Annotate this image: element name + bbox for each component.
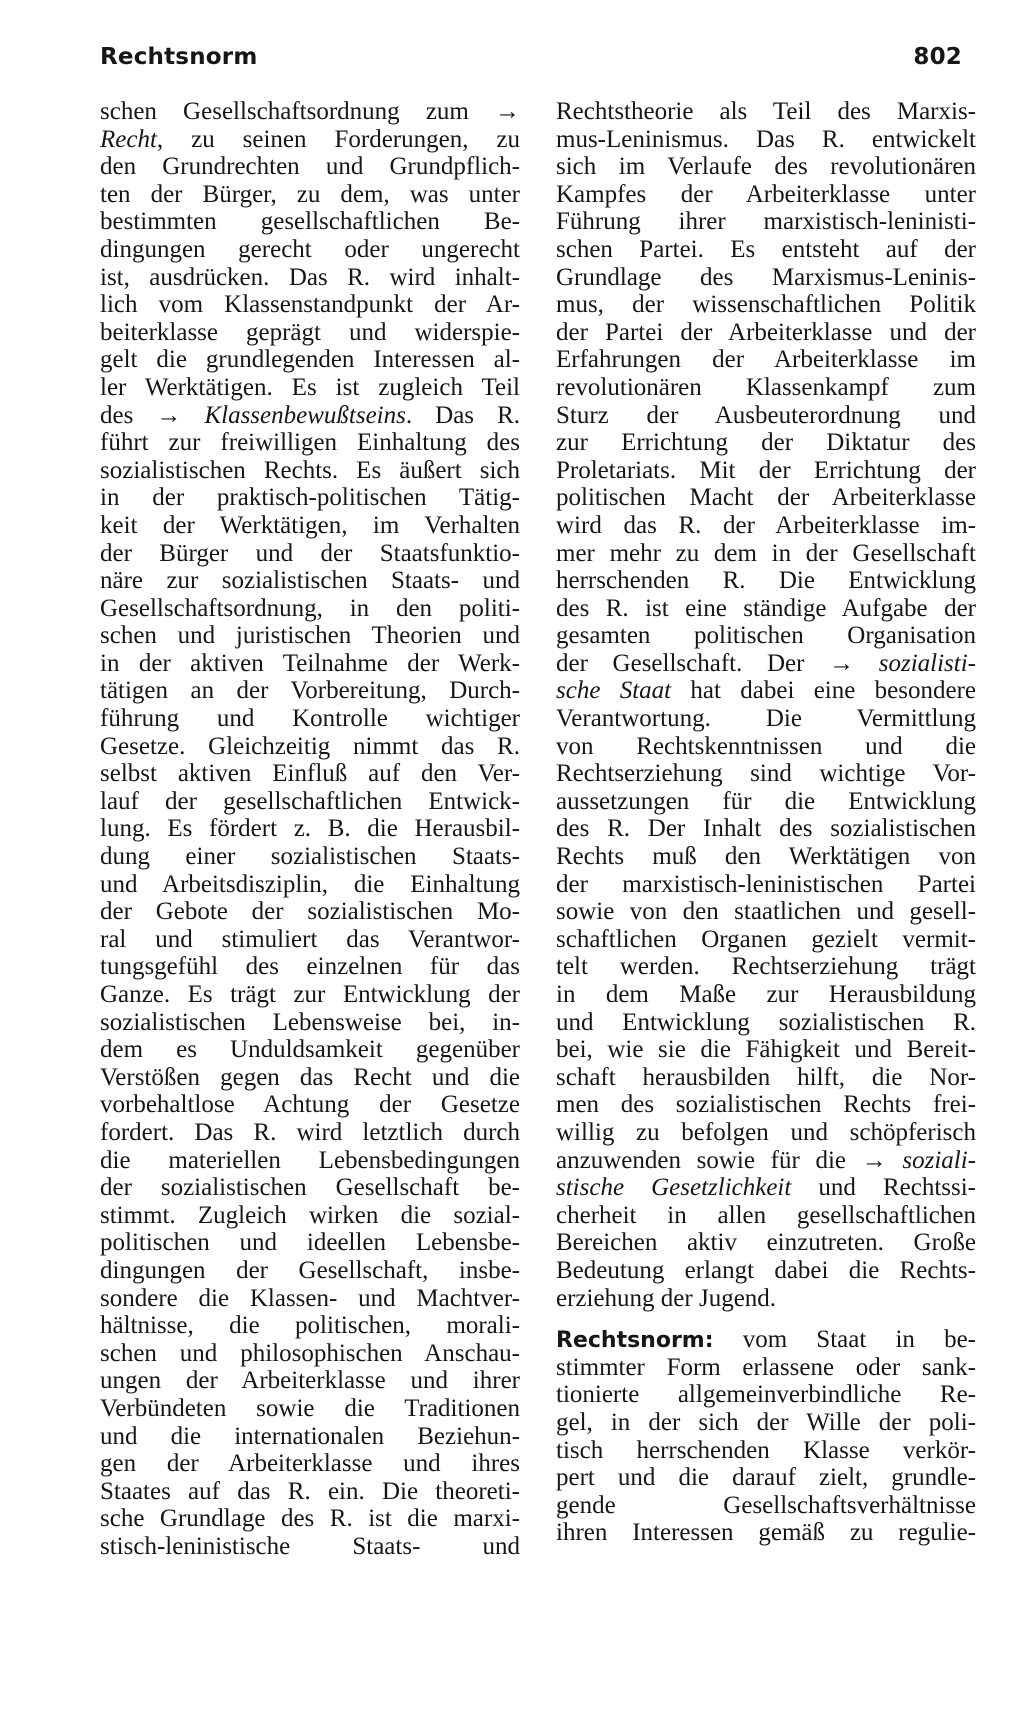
text-line: aussetzungen für die Entwicklung <box>556 787 976 815</box>
text-line: stimmter Form erlassene oder sank- <box>556 1353 976 1381</box>
text-line: und Entwicklung sozialistischen R. <box>556 1008 976 1036</box>
text-line: sozialistischen Lebensweise bei, in- <box>100 1008 520 1036</box>
text-line: Staates auf das R. ein. Die theoreti- <box>100 1477 520 1505</box>
text-line: in dem Maße zur Herausbildung <box>556 981 976 1008</box>
text-line: des → Klassenbewußtseins. Das R. <box>100 401 521 429</box>
text-line: schen Partei. Es entsteht auf der <box>556 235 976 263</box>
cross-reference-term: Klassenbewußtseins <box>204 401 406 429</box>
text-line: dingungen der Gesellschaft, insbe- <box>100 1256 520 1284</box>
text-line: des R. Der Inhalt des sozialistischen <box>556 815 976 843</box>
text-line: anzuwenden sowie für die → soziali- <box>556 1146 976 1174</box>
text-line: Verbündeten sowie die Traditionen <box>100 1394 520 1422</box>
text-line: ten der Bürger, zu dem, was unter <box>100 180 520 208</box>
text-line: mus-Leninismus. Das R. entwickelt <box>556 125 976 153</box>
text-line: schen und juristischen Theorien und <box>100 622 520 650</box>
text-line: die materiellen Lebensbedingungen <box>100 1146 520 1174</box>
text-line: Ganze. Es trägt zur Entwicklung der <box>100 981 520 1008</box>
text-line: Gesetze. Gleichzeitig nimmt das R. <box>100 732 520 760</box>
text-line: und Arbeitsdisziplin, die Einhaltung <box>100 870 520 898</box>
text-line: Rechts muß den Werktätigen von <box>556 843 976 871</box>
cross-reference-term: sozialisti- <box>878 649 976 677</box>
text-line: ungen der Arbeiterklasse und ihrer <box>100 1367 520 1395</box>
text-line: Gesellschaftsordnung, in den politi- <box>100 594 520 622</box>
text-line: den Grundrechten und Grundpflich- <box>100 153 520 181</box>
text-line: sche Grundlage des R. ist die marxi- <box>100 1505 520 1533</box>
text-line: pert und die darauf zielt, grundle- <box>556 1464 976 1492</box>
text-line: der Bürger und der Staatsfunktio- <box>100 539 520 567</box>
text-line: vorbehaltlose Achtung der Gesetze <box>100 1091 520 1119</box>
right-column <box>556 98 976 1547</box>
text-line: der Gebote der sozialistischen Mo- <box>100 898 520 926</box>
text-line: politischen und ideellen Lebensbe- <box>100 1229 520 1257</box>
text-line: dingungen gerecht oder ungerecht <box>100 235 520 263</box>
cross-reference-term: stische Gesetzlichkeit <box>556 1174 792 1202</box>
text-line: Erfahrungen der Arbeiterklasse im <box>556 346 976 374</box>
running-head-keyword: Rechtsnorm <box>100 44 258 70</box>
text-line: Kampfes der Arbeiterklasse unter <box>556 180 976 208</box>
text-line: tionierte allgemeinverbindliche Re- <box>556 1381 976 1409</box>
text-line: sondere die Klassen- und Machtver- <box>100 1284 520 1312</box>
text-line: von Rechtskenntnissen und die <box>556 732 976 760</box>
text-line: keit der Werktätigen, im Verhalten <box>100 511 520 539</box>
text-line: gen der Arbeiterklasse und ihres <box>100 1450 520 1478</box>
text-line: stimmt. Zugleich wirken die sozial- <box>100 1201 520 1229</box>
text-line: in der praktisch-politischen Tätig- <box>100 484 520 512</box>
text-line: sozialistischen Rechts. Es äußert sich <box>100 456 520 484</box>
text-line: tisch herrschenden Klasse verkör- <box>556 1436 976 1464</box>
text-line: und die internationalen Beziehun- <box>100 1422 520 1450</box>
text-line: zur Errichtung der Diktatur des <box>556 429 976 457</box>
text-line: Bereichen aktiv einzutreten. Große <box>556 1229 976 1257</box>
entry-heading-line: Rechtsnorm: vom Staat in be- <box>556 1326 976 1354</box>
text-line: Bedeutung erlangt dabei die Rechts- <box>556 1256 976 1284</box>
text-line: politischen Macht der Arbeiterklasse <box>556 484 976 512</box>
text-line: wird das R. der Arbeiterklasse im- <box>556 511 976 539</box>
text-line: Grundlage des Marxismus-Leninis- <box>556 263 976 291</box>
text-line: gel, in der sich der Wille der poli- <box>556 1408 976 1436</box>
text-line: Führung ihrer marxistisch-leninisti- <box>556 208 976 236</box>
text-line: lich vom Klassenstandpunkt der Ar- <box>100 291 520 319</box>
cross-reference-arrow-icon: → <box>156 401 182 429</box>
left-column <box>100 98 520 1560</box>
text-line: erziehung der Jugend. <box>556 1284 777 1312</box>
cross-reference-arrow-icon: → <box>829 649 855 677</box>
text-line: Proletariats. Mit der Errichtung der <box>556 456 976 484</box>
text-line: stisch-leninistische Staats- und <box>100 1532 520 1560</box>
text-line: Rechtstheorie als Teil des Marxis- <box>556 98 976 125</box>
text-line: men des sozialistischen Rechts frei- <box>556 1091 976 1119</box>
text-line: lung. Es fördert z. B. die Herausbil- <box>100 815 520 843</box>
text-line: Verstößen gegen das Recht und die <box>100 1063 520 1091</box>
text-line: des R. ist eine ständige Aufgabe der <box>556 594 976 622</box>
cross-reference-term: sche Staat <box>556 677 672 705</box>
text-line: ral und stimuliert das Verantwor- <box>100 925 520 953</box>
text-line: ihren Interessen gemäß zu regulie- <box>556 1519 976 1547</box>
text-line: Recht, zu seinen Forderungen, zu <box>100 125 520 153</box>
text-line: der marxistisch-leninistischen Partei <box>556 870 976 898</box>
cross-reference-arrow-icon: → <box>861 1146 887 1174</box>
text-line: bestimmten gesellschaftlichen Be- <box>100 208 520 236</box>
text-line: Sturz der Ausbeuterordnung und <box>556 401 976 429</box>
text-line: beiterklasse geprägt und widerspie- <box>100 318 520 346</box>
text-line: fordert. Das R. wird letztlich durch <box>100 1118 520 1146</box>
text-line: Verantwortung. Die Vermittlung <box>556 705 976 733</box>
text-line: der Gesellschaft. Der → sozialisti- <box>556 649 976 677</box>
text-line: tungsgefühl des einzelnen für das <box>100 953 520 981</box>
text-line: in der aktiven Teilnahme der Werk- <box>100 649 520 677</box>
text-line: sich im Verlaufe des revolutionären <box>556 153 976 181</box>
page-number: 802 <box>913 44 962 70</box>
entry-term: Rechtsnorm: <box>556 1328 714 1354</box>
text-line: gende Gesellschaftsverhältnisse <box>556 1491 976 1519</box>
text-line: revolutionären Klassenkampf zum <box>556 373 976 401</box>
text-line: ler Werktätigen. Es ist zugleich Teil <box>100 373 520 401</box>
text-line: sche Staat hat dabei eine besondere <box>556 677 976 705</box>
cross-reference-term: soziali- <box>902 1146 976 1174</box>
text-line: hältnisse, die politischen, morali- <box>100 1312 520 1340</box>
text-line: mer mehr zu dem in der Gesellschaft <box>556 539 976 567</box>
text-line: cherheit in allen gesellschaftlichen <box>556 1201 976 1229</box>
text-line: gesamten politischen Organisation <box>556 622 976 650</box>
text-line: bei, wie sie die Fähigkeit und Bereit- <box>556 1036 976 1064</box>
text-line: ist, ausdrücken. Das R. wird inhalt- <box>100 263 520 291</box>
text-line: sowie von den staatlichen und gesell- <box>556 898 976 926</box>
text-line: telt werden. Rechtserziehung trägt <box>556 953 976 981</box>
cross-reference-term: Recht <box>100 125 157 153</box>
text-line: führt zur freiwilligen Einhaltung des <box>100 429 520 457</box>
cross-reference-arrow-icon: → <box>495 98 520 125</box>
text-line: schen und philosophischen Anschau- <box>100 1339 520 1367</box>
text-line: dung einer sozialistischen Staats- <box>100 843 520 871</box>
text-line: tätigen an der Vorbereitung, Durch- <box>100 677 520 705</box>
text-line: herrschenden R. Die Entwicklung <box>556 567 976 595</box>
text-line: der Partei der Arbeiterklasse und der <box>556 318 976 346</box>
text-line: dem es Unduldsamkeit gegenüber <box>100 1036 520 1064</box>
text-line: Rechtserziehung sind wichtige Vor- <box>556 760 976 788</box>
text-line: näre zur sozialistischen Staats- und <box>100 567 520 595</box>
text-line: stische Gesetzlichkeit und Rechtssi- <box>556 1174 976 1202</box>
text-line: der sozialistischen Gesellschaft be- <box>100 1174 520 1202</box>
text-line: schaftlichen Organen gezielt vermit- <box>556 925 976 953</box>
text-line: lauf der gesellschaftlichen Entwick- <box>100 787 520 815</box>
text-line: schaft herausbilden hilft, die Nor- <box>556 1063 976 1091</box>
text-line: gelt die grundlegenden Interessen al- <box>100 346 520 374</box>
text-line: führung und Kontrolle wichtiger <box>100 705 520 733</box>
text-line: schen Gesellschaftsordnung zum → <box>100 98 520 125</box>
text-line: mus, der wissenschaftlichen Politik <box>556 291 976 319</box>
text-line: willig zu befolgen und schöpferisch <box>556 1118 976 1146</box>
text-line: selbst aktiven Einfluß auf den Ver- <box>100 760 520 788</box>
